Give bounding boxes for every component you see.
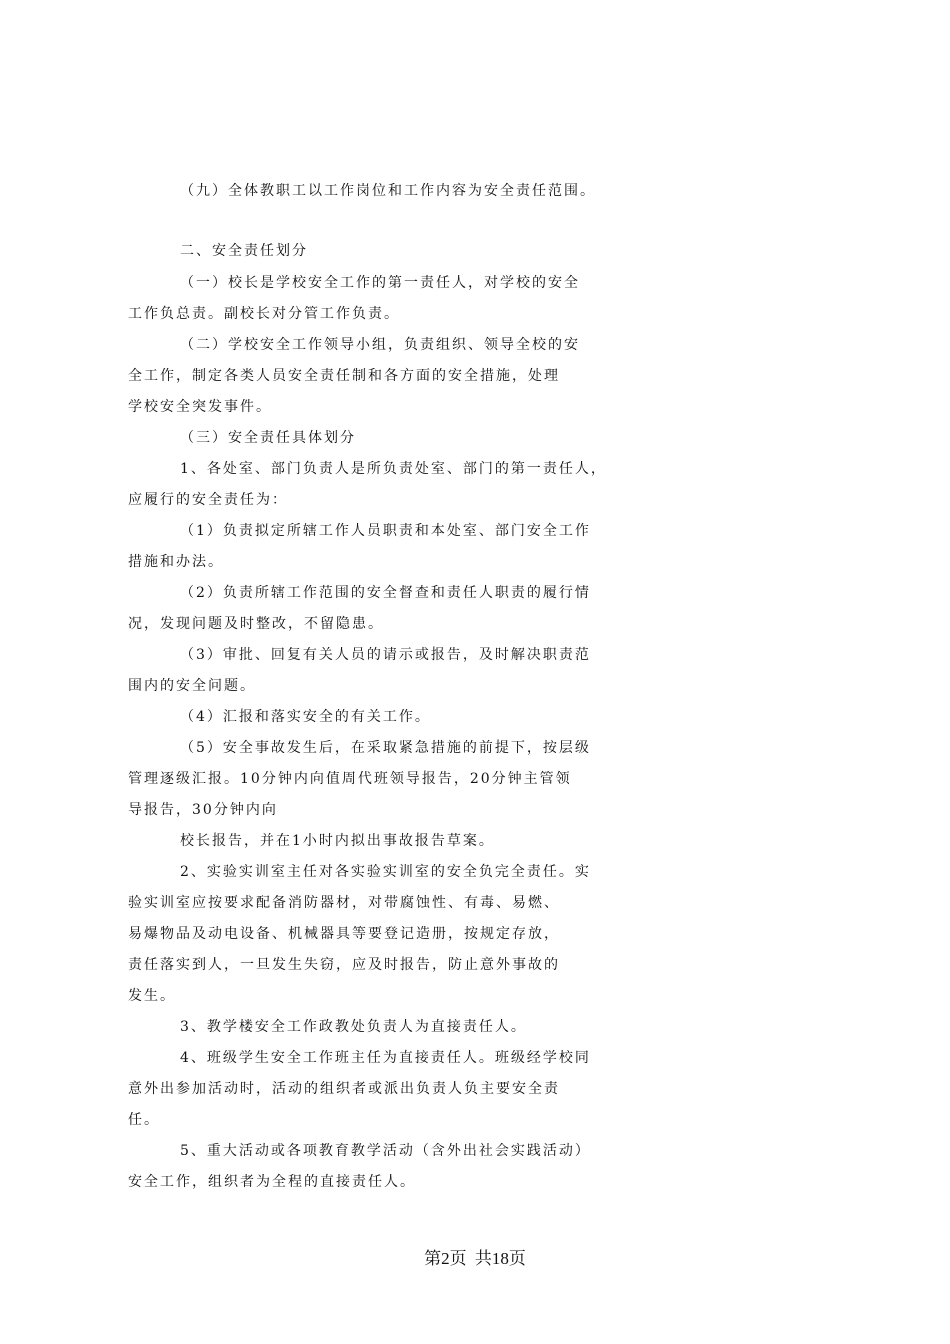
paragraph-line: （4）汇报和落实安全的有关工作。 [180,709,431,725]
paragraph-line: 应履行的安全责任为： [128,492,288,508]
paragraph-line: 4、班级学生安全工作班主任为直接责任人。班级经学校同 [180,1050,591,1066]
page-footer [0,1244,950,1269]
paragraph-line: （2）负责所辖工作范围的安全督查和责任人职责的履行情 [180,585,591,601]
paragraph-line: 发生。 [128,988,176,1004]
paragraph-line: 责任落实到人，一旦发生失窃，应及时报告，防止意外事故的 [128,957,560,973]
page-number: 第2页 [424,1249,467,1268]
paragraph-line: 围内的安全问题。 [128,678,256,694]
paragraph-line: 管理逐级汇报。10分钟内向值周代班领导报告，20分钟主管领 [128,771,572,787]
paragraph-line: 意外出参加活动时，活动的组织者或派出负责人负主要安全责 [128,1081,560,1097]
paragraph-line: 校长报告，并在1小时内拟出事故报告草案。 [180,833,495,849]
paragraph-line: 2、实验实训室主任对各实验实训室的安全负完全责任。实 [180,864,591,880]
paragraph-line: 全工作，制定各类人员安全责任制和各方面的安全措施，处理 [128,368,560,384]
paragraph-line: （3）审批、回复有关人员的请示或报告，及时解决职责范 [180,647,591,663]
paragraph-line: 况，发现问题及时整改，不留隐患。 [128,616,384,632]
paragraph-line: 验实训室应按要求配备消防器材，对带腐蚀性、有毒、易燃、 [128,895,560,911]
paragraph-line: 易爆物品及动电设备、机械器具等要登记造册，按规定存放， [128,926,560,942]
paragraph-line: （九）全体教职工以工作岗位和工作内容为安全责任范围。 [180,183,596,199]
paragraph-line: 措施和办法。 [128,554,224,570]
paragraph-line: 工作负总责。副校长对分管工作负责。 [128,306,400,322]
paragraph-line: 1、各处室、部门负责人是所负责处室、部门的第一责任人， [180,461,607,477]
paragraph-line: 学校安全突发事件。 [128,399,272,415]
paragraph-line: （二）学校安全工作领导小组，负责组织、领导全校的安 [180,337,580,353]
section-heading: 二、安全责任划分 [180,243,308,259]
paragraph-line: （5）安全事故发生后，在采取紧急措施的前提下，按层级 [180,740,591,756]
paragraph-line: （一）校长是学校安全工作的第一责任人，对学校的安全 [180,275,580,291]
paragraph-line: 任。 [128,1112,160,1128]
paragraph-line: 导报告，30分钟内向 [128,802,278,818]
paragraph-line: 安全工作，组织者为全程的直接责任人。 [128,1174,416,1190]
page-total: 共18页 [474,1249,526,1268]
paragraph-line: 5、重大活动或各项教育教学活动（含外出社会实践活动） [180,1143,591,1159]
paragraph-line: 3、教学楼安全工作政教处负责人为直接责任人。 [180,1019,527,1035]
subsection-heading: （三）安全责任具体划分 [180,430,356,446]
paragraph-line: （1）负责拟定所辖工作人员职责和本处室、部门安全工作 [180,523,591,539]
